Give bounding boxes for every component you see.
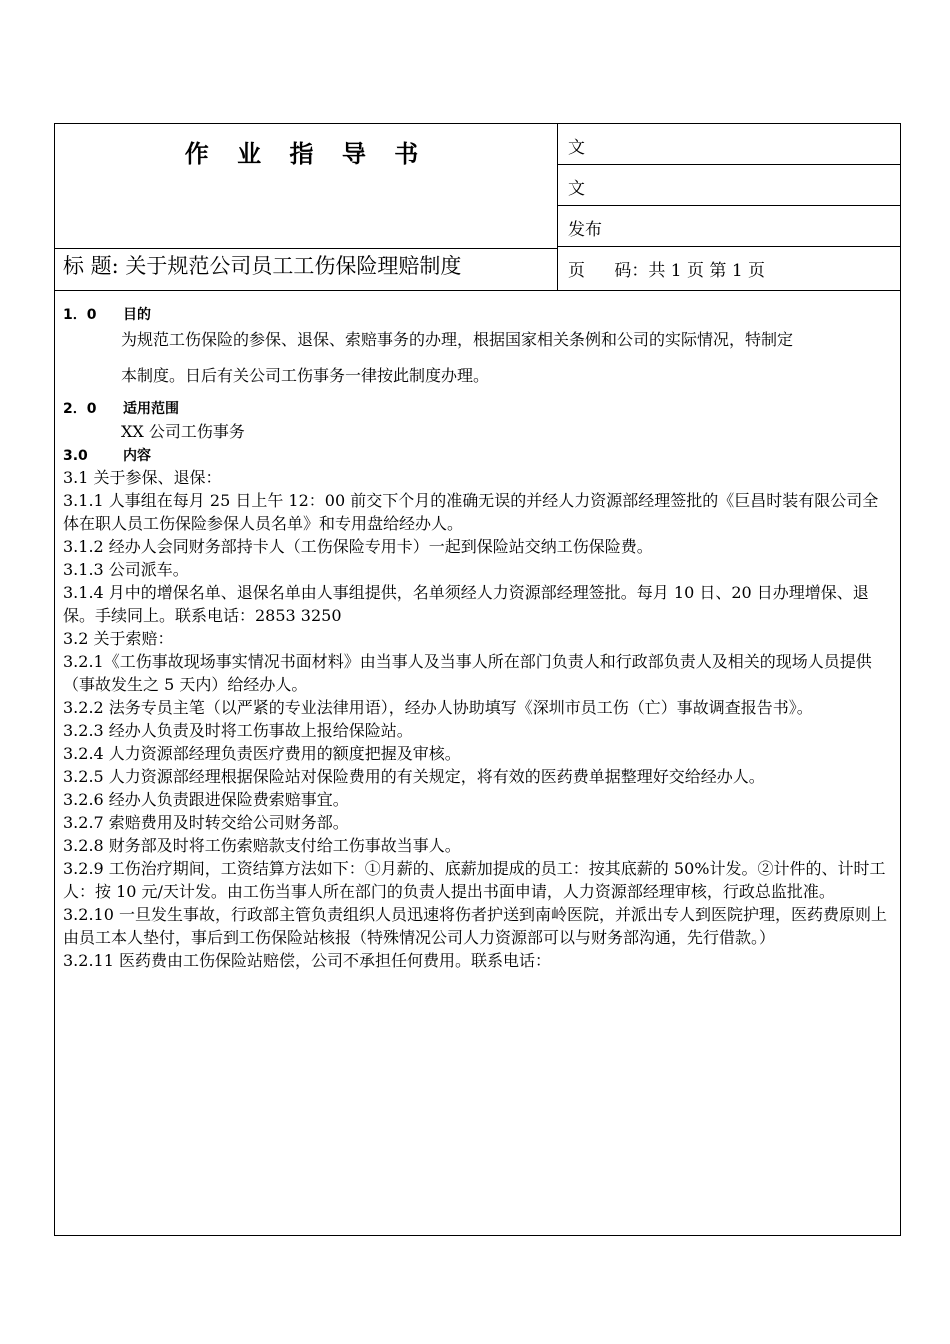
page-count-cell <box>558 247 900 290</box>
subject-title: 标 题: 关于规范公司员工工伤保险理赔制度 <box>55 248 558 290</box>
section-heading-2 <box>63 401 892 417</box>
paragraph-3-1-4: 3.1.4 月中的增保名单、退保名单由人事组提供，名单须经人力资源部经理签批。每月 10 日、20 日办理增保、退保。手续同上。联系电话：2853 3250 <box>63 583 869 625</box>
section-number: 2．0 <box>63 401 97 417</box>
document-title: 作 业 指 导 书 <box>184 140 429 168</box>
paragraph-3-2-11: 3.2.11 医药费由工伤保险站赔偿，公司不承担任何费用。联系电话： <box>63 951 551 970</box>
paragraph-3-2-8: 3.2.8 财务部及时将工伤索赔款支付给工伤事故当事人。 <box>63 836 461 855</box>
section-title: 适用范围 <box>123 401 179 417</box>
header-info-cells <box>558 124 900 290</box>
section-number: 3.0 <box>63 448 88 464</box>
paragraph-3-2-6: 3.2.6 经办人负责跟进保险费索赔事宜。 <box>63 790 349 809</box>
paragraph-3-2-3: 3.2.3 经办人负责及时将工伤事故上报给保险站。 <box>63 721 413 740</box>
document-frame <box>54 123 901 1236</box>
purpose-text-line-2: 本制度。日后有关公司工伤事务一律按此制度办理。 <box>121 366 490 385</box>
paragraph-3-2-1: 3.2.1《工伤事故现场事实情况书面材料》由当事人及当事人所在部门负责人和行政部负责人及相关的现场人员提供（事故发生之 5 天内）给经办人。 <box>63 652 872 694</box>
section-title: 内容 <box>123 448 151 464</box>
paragraph-3-2-10: 3.2.10 一旦发生事故，行政部主管负责组织人员迅速将伤者护送到南岭医院，并派出专人到医院护理，医药费原则上由员工本人垫付，事后到工伤保险站核报（特殊情况公司人力资源部可以与财务部沟通，先行借款。） <box>63 905 887 947</box>
paragraph-3-1-3: 3.1.3 公司派车。 <box>63 560 189 579</box>
paragraph-3-2-5: 3.2.5 人力资源部经理根据保险站对保险费用的有关规定，将有效的医药费单据整理好交给经办人。 <box>63 767 765 786</box>
section-title: 目的 <box>123 307 151 323</box>
paragraph-3-1-1: 3.1.1 人事组在每月 25 日上午 12：00 前交下个月的准确无误的并经人力资源部经理签批的《巨昌时装有限公司全体在职人员工伤保险参保人员名单》和专用盘给经办人。 <box>63 491 879 533</box>
content-paragraphs <box>63 466 892 972</box>
scope-text: XX 公司工伤事务 <box>121 422 245 441</box>
paragraph-3-2: 3.2 关于索赔： <box>63 629 174 648</box>
doc-number-cell: 文 <box>558 124 900 165</box>
section-number: 1．0 <box>63 307 97 323</box>
page-value: 码：共 1 页 第 1 页 <box>614 261 766 281</box>
purpose-text-line-1: 为规范工伤保险的参保、退保、索赔事务的办理，根据国家相关条例和公司的实际情况，特制定 <box>121 330 794 349</box>
publish-cell: 发布 <box>558 206 900 247</box>
section-heading-1 <box>63 307 892 323</box>
doc-version-cell: 文 <box>558 165 900 206</box>
page-label: 页 <box>568 261 585 281</box>
header-title-cell <box>55 124 558 290</box>
section-heading-3 <box>63 448 892 464</box>
paragraph-3-1-2: 3.1.2 经办人会同财务部持卡人（工伤保险专用卡）一起到保险站交纳工伤保险费。 <box>63 537 653 556</box>
paragraph-3-1: 3.1 关于参保、退保： <box>63 468 222 487</box>
paragraph-3-2-7: 3.2.7 索赔费用及时转交给公司财务部。 <box>63 813 349 832</box>
document-body <box>55 290 900 972</box>
paragraph-3-2-2: 3.2.2 法务专员主笔（以严紧的专业法律用语），经办人协助填写《深圳市员工伤（亡）事故调查报告书》。 <box>63 698 813 717</box>
paragraph-3-2-9: 3.2.9 工伤治疗期间，工资结算方法如下：①月薪的、底薪加提成的员工：按其底薪的 50%计发。②计件的、计时工人：按 10 元/天计发。由工伤当事人所在部门的负责人提出书面申请，人力资源部经理审核，行政总监批准。 <box>63 859 886 901</box>
paragraph-3-2-4: 3.2.4 人力资源部经理负责医疗费用的额度把握及审核。 <box>63 744 461 763</box>
